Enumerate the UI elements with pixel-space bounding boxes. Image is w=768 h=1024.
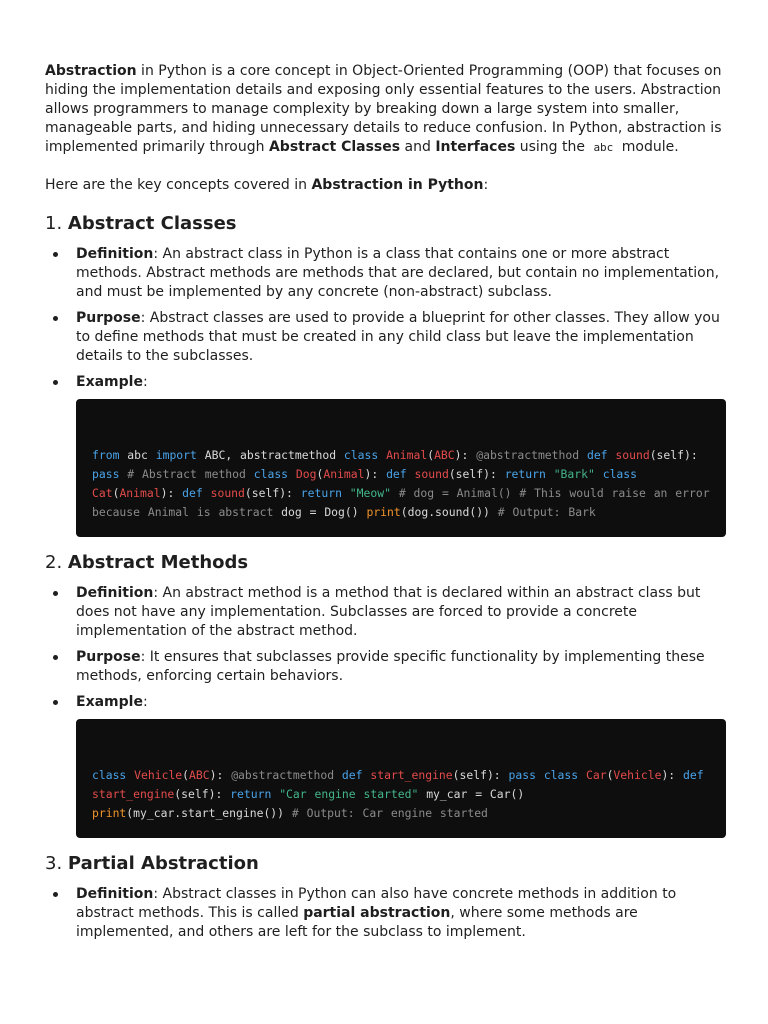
section-heading — [45, 552, 726, 574]
intro-text-and: and — [400, 139, 436, 155]
lead-paragraph — [45, 176, 726, 195]
code-string: "Meow" — [349, 486, 391, 500]
code-text: ): — [160, 486, 183, 500]
bullet-list — [45, 245, 726, 392]
code-text: ): — [364, 467, 387, 481]
item-label: Definition — [76, 886, 154, 902]
code-keyword: from — [92, 448, 120, 462]
code-text — [334, 768, 342, 782]
code-text: ): — [454, 448, 477, 462]
list-item — [45, 245, 726, 302]
item-text: : Abstract classes in Python can also have concrete methods in addition to abstract methods. This is called — [76, 886, 677, 921]
lead-bold: Abstraction in Python — [311, 177, 484, 193]
code-text: ABC, abstractmethod — [196, 448, 344, 462]
item-label: Purpose — [76, 649, 141, 665]
lead-colon: : — [483, 177, 489, 193]
item-label: Definition — [76, 246, 154, 262]
list-item — [45, 309, 726, 366]
code-name: sound — [615, 448, 650, 462]
code-name: start_engine — [92, 787, 175, 801]
code-text — [288, 467, 296, 481]
code-string: "Bark" — [553, 467, 595, 481]
item-bold-term: partial abstraction — [303, 905, 451, 921]
code-text — [378, 448, 386, 462]
section-title: Abstract Classes — [67, 213, 237, 234]
intro-text-module: module. — [617, 139, 679, 155]
code-name: Animal — [386, 448, 428, 462]
list-item — [45, 693, 726, 712]
code-text: abc — [119, 448, 156, 462]
code-keyword: def — [683, 768, 704, 782]
item-text: : It ensures that subclasses provide specific functionality by implementing these methods, enforcing certain behaviors. — [76, 649, 705, 684]
code-keyword: return — [230, 787, 272, 801]
code-block[interactable] — [76, 719, 726, 838]
item-label: Example — [76, 374, 143, 390]
code-comment: @abstractmethod — [231, 768, 335, 782]
code-text: ( — [427, 448, 435, 462]
section-number: 2. — [45, 552, 63, 573]
section-number: 1. — [45, 213, 63, 234]
code-text: (self): — [174, 787, 231, 801]
code-comment: @abstractmethod — [476, 448, 580, 462]
code-text — [595, 467, 603, 481]
code-keyword: def — [386, 467, 407, 481]
code-keyword: return — [300, 486, 342, 500]
code-text: (self): — [452, 768, 509, 782]
code-name: Cat — [92, 486, 113, 500]
code-name: sound — [210, 486, 245, 500]
code-text — [391, 486, 399, 500]
code-text — [203, 486, 211, 500]
code-text: (self): — [649, 448, 698, 462]
code-string: "Car engine started" — [279, 787, 419, 801]
lead-text: Here are the key concepts covered in — [45, 177, 312, 193]
code-name: Animal — [323, 467, 365, 481]
list-item — [45, 373, 726, 392]
code-keyword: class — [253, 467, 289, 481]
code-text — [246, 467, 254, 481]
code-keyword: class — [92, 768, 127, 782]
code-keyword: pass — [508, 768, 536, 782]
intro-bold-abstract-classes: Abstract Classes — [268, 139, 401, 155]
code-keyword: class — [343, 448, 379, 462]
code-comment: # Output: Car engine started — [291, 806, 488, 820]
code-comment: # dog = Animal() # This would raise an error because Animal is abstract — [92, 486, 710, 519]
item-label: Purpose — [76, 310, 141, 326]
inline-code-abc: abc — [593, 141, 614, 154]
code-text — [126, 768, 134, 782]
code-name: Dog — [295, 467, 317, 481]
code-keyword: def — [182, 486, 203, 500]
intro-bold-interfaces: Interfaces — [435, 139, 516, 155]
code-text — [579, 448, 587, 462]
section-heading — [45, 213, 726, 235]
code-text — [536, 768, 544, 782]
code-builtin: print — [366, 505, 401, 519]
code-comment: # Abstract method — [127, 467, 246, 481]
code-text — [578, 768, 586, 782]
bullet-list — [45, 584, 726, 712]
bullet-list — [45, 885, 726, 942]
code-text: (self): — [244, 486, 301, 500]
item-text: : Abstract classes are used to provide a blueprint for other classes. They allow you to define methods that must be created in any child class but leave the implementation details to the subclasses. — [76, 310, 720, 364]
code-text — [271, 787, 279, 801]
code-name: start_engine — [370, 768, 453, 782]
code-keyword: class — [602, 467, 638, 481]
item-text: : — [142, 694, 148, 710]
intro-text-using: using the — [515, 139, 590, 155]
section-partial-abstraction — [45, 853, 726, 942]
code-keyword: def — [586, 448, 608, 462]
code-name: Vehicle — [134, 768, 183, 782]
item-text: : — [142, 374, 148, 390]
code-comment: # Output: Bark — [497, 505, 596, 519]
code-text: (self): — [448, 467, 505, 481]
code-name: sound — [414, 467, 449, 481]
list-item — [45, 648, 726, 686]
item-text: : An abstract method is a method that is declared within an abstract class but does not have any implementation. Subclasses are forced to provide a concrete implementation of the abstract method. — [76, 585, 701, 639]
code-text: ): — [661, 768, 684, 782]
intro-paragraph — [45, 62, 726, 157]
code-block[interactable] — [76, 399, 726, 537]
code-text: (dog.sound()) — [400, 505, 498, 519]
intro-text: in Python is a core concept in Object-Oriented Programming (OOP) that focuses on hiding the implementation details and exposing only essential features to the users. Abstraction allows programmers to manage complexity by breaking down a large system into smaller, manageable parts, and hiding unnecessary details to reduce confusion. In Python, abstraction is implemented primarily through — [45, 63, 722, 155]
list-item — [45, 584, 726, 641]
code-text — [546, 467, 554, 481]
code-text: ( — [606, 768, 614, 782]
code-name: Animal — [119, 486, 161, 500]
intro-bold-abstraction: Abstraction — [45, 63, 137, 79]
code-name: Vehicle — [613, 768, 662, 782]
code-text — [407, 467, 415, 481]
code-keyword: class — [543, 768, 579, 782]
code-text — [342, 486, 350, 500]
section-number: 3. — [45, 853, 63, 874]
code-name: ABC — [434, 448, 455, 462]
code-keyword: pass — [92, 467, 120, 481]
code-builtin: print — [92, 806, 127, 820]
item-text-continued: , where some methods are implemented, and others are left for the subclass to implement. — [76, 905, 638, 940]
code-name: ABC — [189, 768, 210, 782]
item-label: Definition — [76, 585, 154, 601]
code-text: ): — [209, 768, 232, 782]
code-keyword: return — [504, 467, 546, 481]
code-name: Car — [585, 768, 607, 782]
code-keyword: import — [155, 448, 197, 462]
code-keyword: def — [341, 768, 363, 782]
list-item — [45, 885, 726, 942]
section-abstract-methods — [45, 552, 726, 838]
section-abstract-classes — [45, 213, 726, 537]
code-text: ( — [182, 768, 190, 782]
section-title: Abstract Methods — [67, 552, 249, 573]
item-label: Example — [76, 694, 143, 710]
section-title: Partial Abstraction — [67, 853, 259, 874]
code-text: ( — [316, 467, 324, 481]
code-text: (my_car.start_engine()) — [126, 806, 292, 820]
code-text: ( — [112, 486, 120, 500]
code-text: my_car = Car() — [418, 787, 525, 801]
code-text: dog = Dog() — [273, 505, 367, 519]
item-text: : An abstract class in Python is a class that contains one or more abstract methods. Abstract methods are methods that are declared, but contain no implementation, and must be implemented by any concrete (non-abstract) subclass. — [76, 246, 720, 300]
section-heading — [45, 853, 726, 875]
